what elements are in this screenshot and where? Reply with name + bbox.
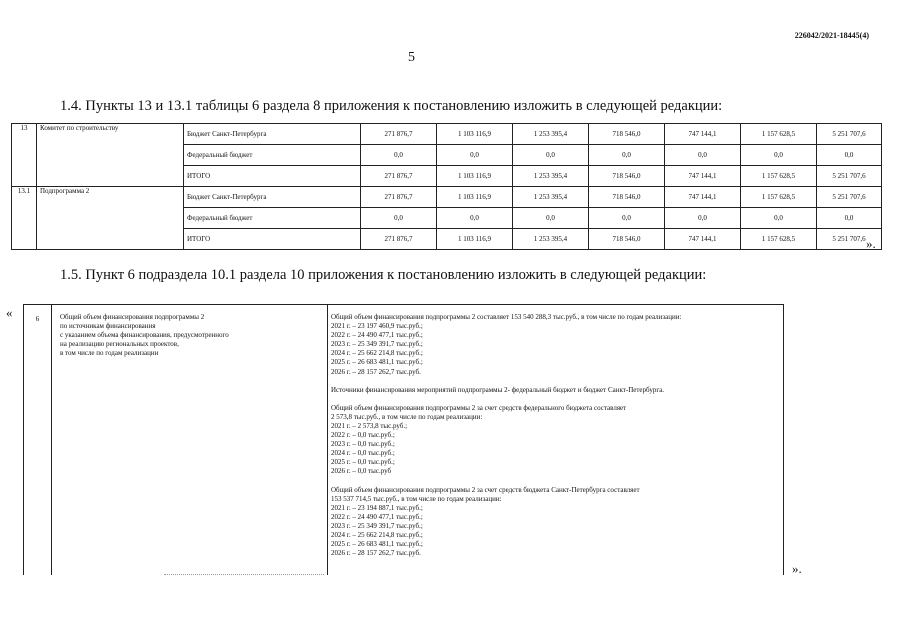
amount-cell: 718 546,0 — [589, 124, 665, 145]
item-number: 13.1 — [12, 187, 37, 250]
amount-cell: 1 103 116,9 — [437, 187, 513, 208]
amount-cell: 5 251 707,6 — [817, 187, 882, 208]
amount-cell: 718 546,0 — [589, 166, 665, 187]
amount-cell: 1 157 628,5 — [741, 166, 817, 187]
amount-cell: 5 251 707,6 — [817, 229, 882, 250]
funding-source: Бюджет Санкт-Петербурга — [184, 124, 361, 145]
amount-cell: 747 144,1 — [665, 124, 741, 145]
description-line: 2 573,8 тыс.руб., в том числе по годам реализации: — [331, 412, 483, 421]
row-number: 6 — [24, 305, 52, 575]
description-line: 2022 г. – 24 490 477,1 тыс.руб.; — [331, 512, 423, 521]
description-line: Общий объем финансирования подпрограммы 2 составляет 153 540 288,3 тыс.руб., в том числе по годам реализации: — [331, 313, 682, 321]
amount-cell: 1 157 628,5 — [741, 229, 817, 250]
amount-cell: 747 144,1 — [665, 229, 741, 250]
description-line: 2026 г. – 0,0 тыс.руб — [331, 467, 392, 476]
description-line: 2021 г. – 23 197 460,9 тыс.руб.; — [331, 322, 423, 331]
amount-cell: 0,0 — [665, 145, 741, 166]
amount-cell: 1 253 395,4 — [513, 166, 589, 187]
amount-cell: 271 876,7 — [361, 229, 437, 250]
amount-cell: 0,0 — [361, 208, 437, 229]
amount-cell: 271 876,7 — [361, 166, 437, 187]
amount-cell: 271 876,7 — [361, 187, 437, 208]
title-line: в том числе по годам реализации — [60, 349, 159, 358]
amount-cell: 1 253 395,4 — [513, 124, 589, 145]
description-line: 2024 г. – 0,0 тыс.руб.; — [331, 449, 395, 458]
amount-cell: 5 251 707,6 — [817, 166, 882, 187]
amount-cell: 5 251 707,6 — [817, 124, 882, 145]
amount-cell: 0,0 — [437, 145, 513, 166]
description-line: Общий объем финансирования подпрограммы 2 за счет средств федерального бюджета составляет — [331, 403, 627, 412]
amount-cell: 271 876,7 — [361, 124, 437, 145]
description-line: 153 537 714,5 тыс.руб., в том числе по годам реализации: — [331, 494, 502, 503]
description-line: 2022 г. – 0,0 тыс.руб.; — [331, 431, 395, 440]
amount-cell: 718 546,0 — [589, 187, 665, 208]
title-line: Общий объем финансирования подпрограммы 2 — [60, 313, 205, 321]
description-line: Источники финансирования мероприятий подпрограммы 2- федеральный бюджет и бюджет Санкт-Петербурга. — [331, 385, 665, 394]
financing-table-section-10 — [23, 304, 784, 575]
amount-cell: 0,0 — [741, 145, 817, 166]
funding-source: Федеральный бюджет — [184, 208, 361, 229]
description-line: 2023 г. – 25 349 391,7 тыс.руб.; — [331, 521, 423, 530]
amount-cell: 1 157 628,5 — [741, 187, 817, 208]
funding-source: Федеральный бюджет — [184, 145, 361, 166]
amount-cell: 1 157 628,5 — [741, 124, 817, 145]
open-quote-1-5: « — [6, 305, 13, 320]
amount-cell: 0,0 — [817, 145, 882, 166]
amount-cell: 0,0 — [589, 145, 665, 166]
item-number: 13 — [12, 124, 37, 187]
amount-cell: 1 103 116,9 — [437, 124, 513, 145]
close-quote-1-4: ». — [866, 236, 876, 251]
amount-cell: 0,0 — [589, 208, 665, 229]
funding-source: Бюджет Санкт-Петербурга — [184, 187, 361, 208]
description-line: 2021 г. – 2 573,8 тыс.руб.; — [331, 421, 408, 430]
table-row — [12, 187, 882, 208]
amount-cell: 0,0 — [361, 145, 437, 166]
heading-1-5: 1.5. Пункт 6 подраздела 10.1 раздела 10 приложения к постановлению изложить в следующей редакции: — [60, 267, 707, 283]
description-line: Общий объем финансирования подпрограммы 2 за счет средств бюджета Санкт-Петербурга составляет — [331, 485, 640, 494]
item-name: Комитет по строительству — [37, 124, 184, 187]
item-name: Подпрограмма 2 — [37, 187, 184, 250]
title-line: по источникам финансирования — [60, 322, 156, 331]
table-row — [12, 124, 882, 145]
description-line: 2024 г. – 25 662 214,8 тыс.руб.; — [331, 530, 423, 539]
amount-cell: 718 546,0 — [589, 229, 665, 250]
description-line: 2023 г. – 25 349 391,7 тыс.руб.; — [331, 340, 423, 349]
amount-cell: 1 103 116,9 — [437, 229, 513, 250]
amount-cell: 0,0 — [741, 208, 817, 229]
page-number: 5 — [408, 50, 415, 65]
scan-artifact-line — [164, 574, 324, 577]
amount-cell: 1 253 395,4 — [513, 187, 589, 208]
title-line: на реализацию региональных проектов, — [60, 340, 179, 349]
financing-table-section-8 — [11, 123, 882, 250]
description-line: 2022 г. – 24 490 477,1 тыс.руб.; — [331, 331, 423, 340]
description-line: 2025 г. – 26 683 481,1 тыс.руб.; — [331, 358, 423, 367]
description-line: 2023 г. – 0,0 тыс.руб.; — [331, 440, 395, 449]
description-line: 2026 г. – 28 157 262,7 тыс.руб. — [331, 367, 421, 376]
description-line: 2026 г. – 28 157 262,7 тыс.руб. — [331, 549, 421, 558]
description-line: 2024 г. – 25 662 214,8 тыс.руб.; — [331, 349, 423, 358]
amount-cell: 0,0 — [513, 145, 589, 166]
heading-1-4: 1.4. Пункты 13 и 13.1 таблицы 6 раздела 8 приложения к постановлению изложить в следующей редакции: — [60, 98, 723, 114]
amount-cell: 0,0 — [665, 208, 741, 229]
amount-cell: 747 144,1 — [665, 166, 741, 187]
amount-cell: 1 253 395,4 — [513, 229, 589, 250]
document-id: 226042/2021-18445(4) — [794, 31, 869, 40]
row-title — [52, 305, 328, 575]
amount-cell: 1 103 116,9 — [437, 166, 513, 187]
amount-cell: 0,0 — [513, 208, 589, 229]
amount-cell: 747 144,1 — [665, 187, 741, 208]
amount-cell: 0,0 — [817, 208, 882, 229]
description-line: 2025 г. – 26 683 481,1 тыс.руб.; — [331, 540, 423, 549]
amount-cell: 0,0 — [437, 208, 513, 229]
row-description — [328, 305, 783, 575]
funding-source: ИТОГО — [184, 166, 361, 187]
funding-source: ИТОГО — [184, 229, 361, 250]
close-quote-1-5: ». — [792, 561, 802, 576]
description-line: 2025 г. – 0,0 тыс.руб.; — [331, 458, 395, 467]
description-line: 2021 г. – 23 194 887,1 тыс.руб.; — [331, 503, 423, 512]
title-line: с указанием объема финансирования, предусмотренного — [60, 331, 229, 340]
